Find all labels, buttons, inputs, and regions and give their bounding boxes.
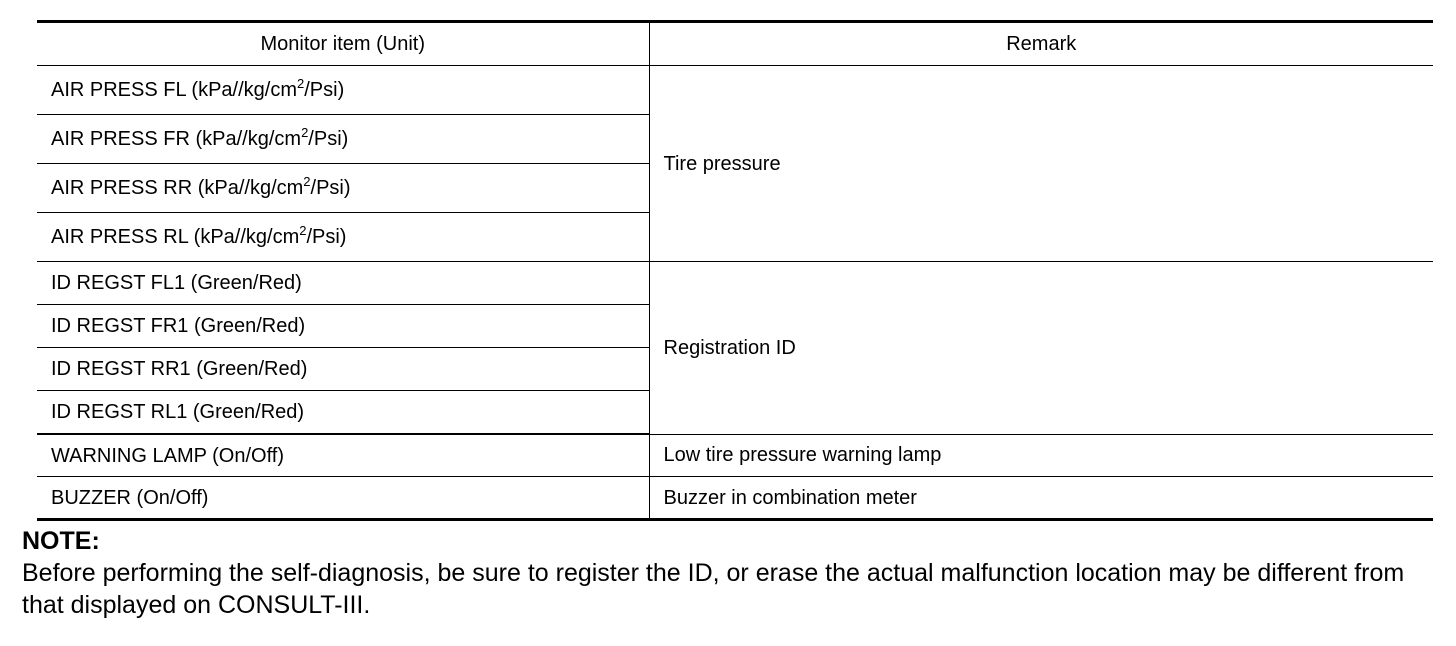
table-row xyxy=(37,434,1433,477)
item-name: AIR PRESS RR xyxy=(51,177,193,199)
monitor-item-cell xyxy=(37,213,649,262)
table-row xyxy=(37,262,1433,305)
monitor-item-cell xyxy=(37,66,649,115)
monitor-item-cell: ID REGST FL1 (Green/Red) xyxy=(37,262,649,305)
remark-cell: Buzzer in combination meter xyxy=(649,477,1433,520)
note-text: Before performing the self-diagnosis, be sure to register the ID, or erase the actual malfunction location may be different from that displayed on CONSULT-III. xyxy=(22,558,1405,619)
monitor-item-cell xyxy=(37,115,649,164)
table-header-row xyxy=(37,22,1433,66)
unit-suffix: /Psi) xyxy=(304,79,345,101)
table-row xyxy=(37,66,1433,115)
unit-prefix: (kPa//kg/cm xyxy=(195,128,302,150)
unit-superscript: 2 xyxy=(299,223,307,238)
monitor-item-cell xyxy=(37,164,649,213)
item-name: AIR PRESS RL xyxy=(51,226,189,248)
monitor-item-cell: ID REGST FR1 (Green/Red) xyxy=(37,305,649,348)
monitor-item-table xyxy=(37,20,1433,521)
monitor-item-cell: WARNING LAMP (On/Off) xyxy=(37,434,649,477)
remark-tire-pressure: Tire pressure xyxy=(649,66,1433,262)
unit-suffix: /Psi) xyxy=(308,128,349,150)
remark-registration-id: Registration ID xyxy=(649,262,1433,435)
unit-suffix: /Psi) xyxy=(306,226,347,248)
header-remark: Remark xyxy=(649,22,1433,66)
monitor-item-cell: ID REGST RL1 (Green/Red) xyxy=(37,391,649,435)
unit-suffix: /Psi) xyxy=(310,177,351,199)
remark-cell: Low tire pressure warning lamp xyxy=(649,434,1433,477)
table-row xyxy=(37,477,1433,520)
unit-superscript: 2 xyxy=(301,125,309,140)
item-name: AIR PRESS FL xyxy=(51,79,186,101)
unit-prefix: (kPa//kg/cm xyxy=(193,226,300,248)
monitor-item-cell: BUZZER (On/Off) xyxy=(37,477,649,520)
note-title: NOTE: xyxy=(22,527,100,555)
unit-superscript: 2 xyxy=(297,76,305,91)
unit-prefix: (kPa//kg/cm xyxy=(197,177,304,199)
item-name: AIR PRESS FR xyxy=(51,128,190,150)
unit-prefix: (kPa//kg/cm xyxy=(191,79,297,101)
unit-superscript: 2 xyxy=(303,174,311,189)
monitor-item-cell: ID REGST RR1 (Green/Red) xyxy=(37,348,649,391)
note-section xyxy=(22,526,1442,621)
header-monitor-item: Monitor item (Unit) xyxy=(37,22,649,66)
